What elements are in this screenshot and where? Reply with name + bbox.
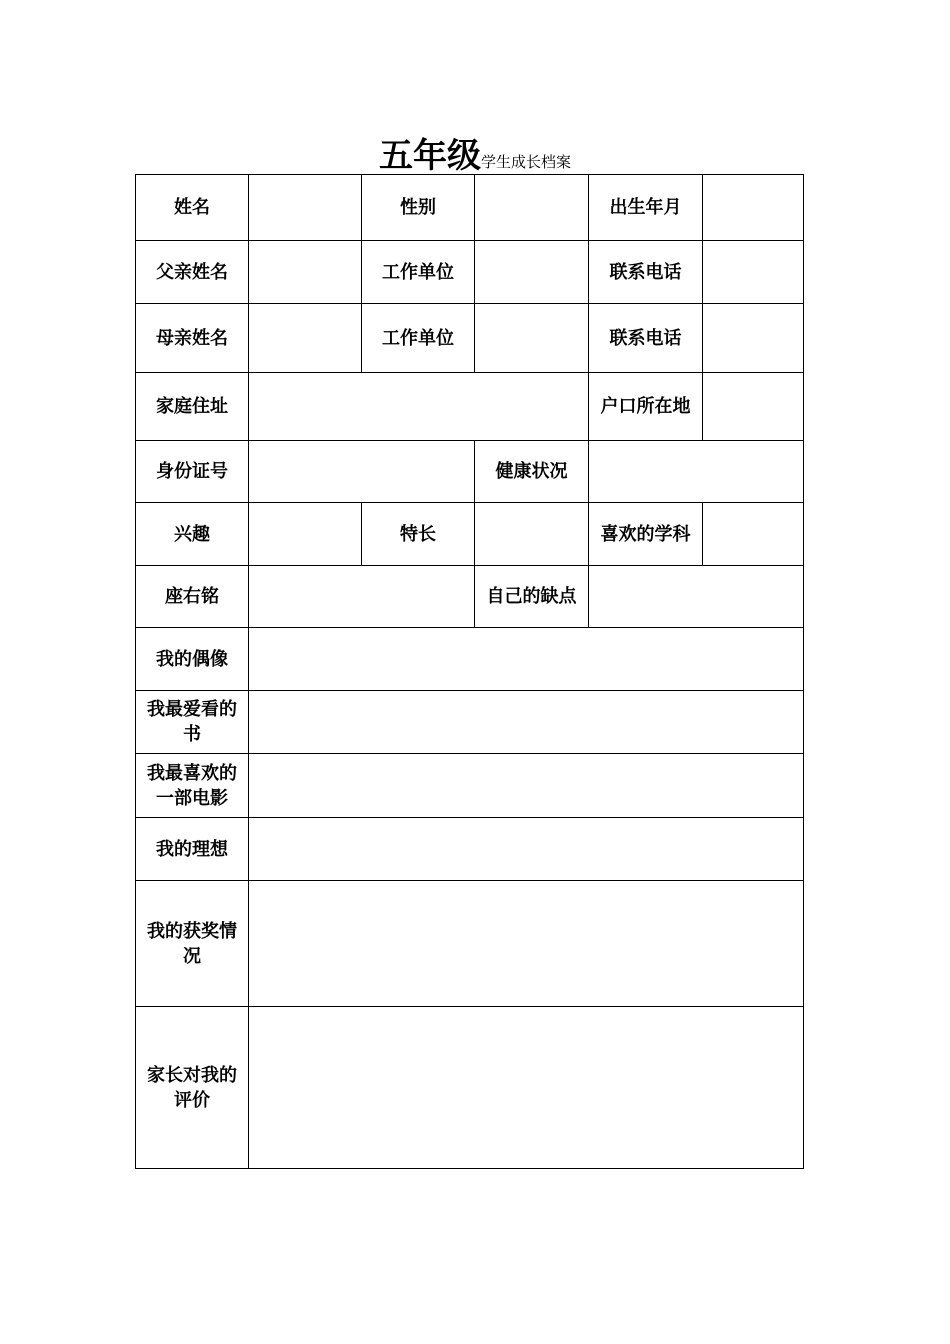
label-father-phone: 联系电话 xyxy=(589,241,703,304)
label-idol: 我的偶像 xyxy=(136,628,249,691)
mother-name-field[interactable] xyxy=(249,304,362,373)
mother-phone-field[interactable] xyxy=(703,304,804,373)
label-father-name: 父亲姓名 xyxy=(136,241,249,304)
parent-comment-field[interactable] xyxy=(249,1007,804,1169)
label-shortcoming: 自己的缺点 xyxy=(475,566,589,628)
label-hukou: 户口所在地 xyxy=(589,373,703,441)
awards-field[interactable] xyxy=(249,881,804,1007)
motto-field[interactable] xyxy=(249,566,475,628)
label-mother-name: 母亲姓名 xyxy=(136,304,249,373)
student-profile-form xyxy=(135,174,804,1169)
fav-movie-field[interactable] xyxy=(249,754,804,818)
label-fav-movie: 我最喜欢的一部电影 xyxy=(136,754,249,818)
label-birth: 出生年月 xyxy=(589,175,703,241)
label-gender: 性别 xyxy=(362,175,475,241)
label-health: 健康状况 xyxy=(475,441,589,503)
father-name-field[interactable] xyxy=(249,241,362,304)
dream-field[interactable] xyxy=(249,818,804,881)
form-row xyxy=(136,754,804,818)
form-row xyxy=(136,1007,804,1169)
label-motto: 座右铭 xyxy=(136,566,249,628)
form-row xyxy=(136,304,804,373)
name-field[interactable] xyxy=(249,175,362,241)
label-mother-phone: 联系电话 xyxy=(589,304,703,373)
interest-field[interactable] xyxy=(249,503,362,566)
shortcoming-field[interactable] xyxy=(589,566,804,628)
label-id-number: 身份证号 xyxy=(136,441,249,503)
label-fav-book: 我最爱看的书 xyxy=(136,691,249,754)
label-father-work: 工作单位 xyxy=(362,241,475,304)
father-phone-field[interactable] xyxy=(703,241,804,304)
label-interest: 兴趣 xyxy=(136,503,249,566)
form-row xyxy=(136,175,804,241)
subtitle: 学生成长档案 xyxy=(480,153,571,171)
label-name: 姓名 xyxy=(136,175,249,241)
label-fav-subject: 喜欢的学科 xyxy=(589,503,703,566)
form-row xyxy=(136,373,804,441)
grade-title: 五年级 xyxy=(378,136,481,176)
address-field[interactable] xyxy=(249,373,589,441)
label-specialty: 特长 xyxy=(362,503,475,566)
health-field[interactable] xyxy=(589,441,804,503)
fav-book-field[interactable] xyxy=(249,691,804,754)
fav-subject-field[interactable] xyxy=(703,503,804,566)
mother-work-field[interactable] xyxy=(475,304,589,373)
label-awards: 我的获奖情况 xyxy=(136,881,249,1007)
form-row xyxy=(136,241,804,304)
idol-field[interactable] xyxy=(249,628,804,691)
page-title xyxy=(0,128,950,177)
form-row xyxy=(136,881,804,1007)
gender-field[interactable] xyxy=(475,175,589,241)
hukou-field[interactable] xyxy=(703,373,804,441)
specialty-field[interactable] xyxy=(475,503,589,566)
label-parent-comment: 家长对我的评价 xyxy=(136,1007,249,1169)
form-row xyxy=(136,818,804,881)
form-row xyxy=(136,503,804,566)
form-row xyxy=(136,566,804,628)
birth-field[interactable] xyxy=(703,175,804,241)
label-dream: 我的理想 xyxy=(136,818,249,881)
label-mother-work: 工作单位 xyxy=(362,304,475,373)
father-work-field[interactable] xyxy=(475,241,589,304)
form-row xyxy=(136,628,804,691)
id-number-field[interactable] xyxy=(249,441,475,503)
form-row xyxy=(136,691,804,754)
label-address: 家庭住址 xyxy=(136,373,249,441)
form-row xyxy=(136,441,804,503)
